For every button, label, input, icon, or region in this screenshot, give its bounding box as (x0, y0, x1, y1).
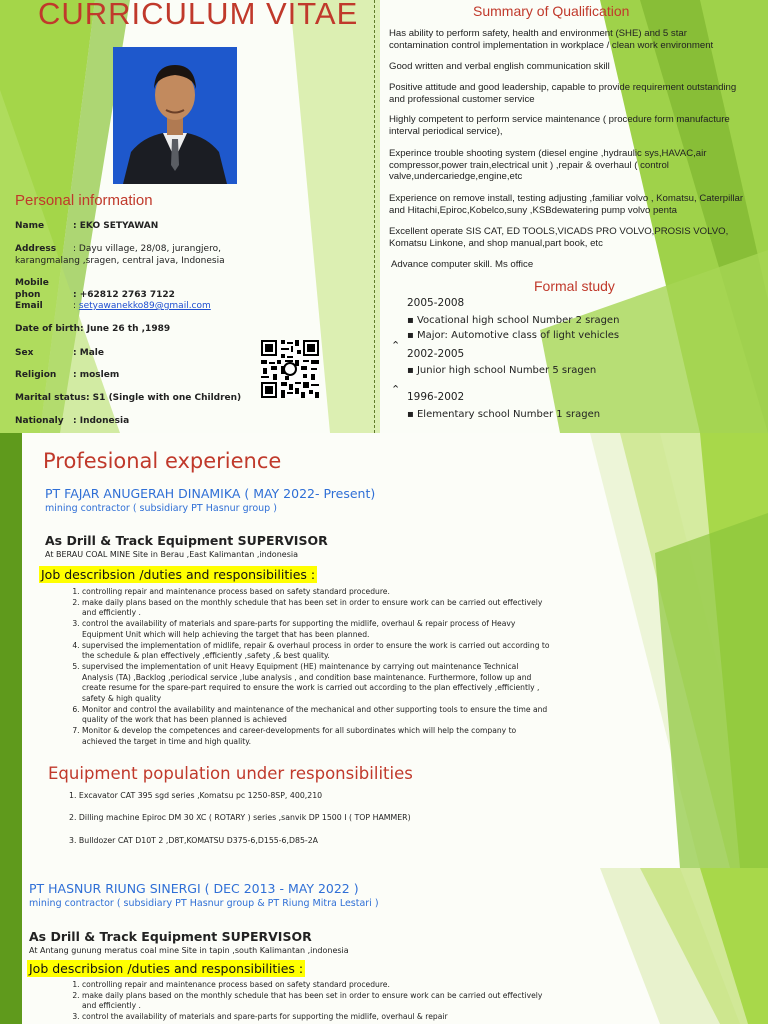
study-item: ▪ Vocational high school Number 2 sragen (407, 315, 620, 326)
job-site: At Antang gunung meratus coal mine Site in tapin ,south Kalimantan ,indonesia (29, 946, 349, 955)
duties-heading: Job describsion /duties and responsibilities : (41, 567, 316, 582)
religion-row: Religion : moslem (15, 370, 120, 380)
email-row: Email : setyawanekko89@gmail.com (15, 301, 211, 311)
dob-row: Date of birth: June 26 th ,1989 (15, 324, 171, 334)
duty-item: 1. controlling repair and maintenance process based on safety standard procedure. (82, 587, 552, 598)
formal-study-heading: Formal study (534, 278, 615, 294)
duties-list (0, 587, 552, 748)
duty-item: 2. make daily plans based on the monthly schedule that has been set in order to ensure work can be carried out effectively and efficiently . (82, 598, 552, 619)
study-item: ▪ Elementary school Number 1 sragen (407, 409, 601, 420)
summary-item: Good written and verbal english communication skill (389, 61, 610, 72)
study-item: ▪ Junior high school Number 5 sragen (407, 365, 597, 376)
summary-item: Has ability to perform safety, health and environment (SHE) and 5 star contamination control implementation in workplace / clean work environment (389, 28, 714, 51)
study-item: ▪ Major: Automotive class of light vehicles (407, 330, 620, 341)
address-row: Address : Dayu village, 28/08, jurangjero, karangmalang ,sragen, central java, Indonesia (15, 244, 225, 266)
equipment-item: 1. Excavator CAT 395 sgd series ,Komatsu pc 1250-8SP, 400,210 (69, 791, 323, 800)
study-years: 2005-2008 (407, 297, 465, 309)
equipment-item: 3. Bulldozer CAT D10T 2 ,D8T,KOMATSU D375-6,D155-6,D85-2A (69, 836, 319, 845)
cv-summary-slide (0, 0, 768, 433)
personal-info-heading: Personal information (15, 192, 153, 209)
duty-item: 1. controlling repair and maintenance process based on safety standard procedure. (82, 980, 552, 991)
experience-heading: Profesional experience (43, 449, 282, 473)
duty-item: 3. control the availability of materials and spare-parts for supporting the midlife, overhaul & repair (82, 1012, 552, 1023)
duties-list (0, 980, 552, 1023)
chevron-up-icon: ⌃ (391, 384, 401, 396)
summary-item: Experience on remove install, testing adjusting ,familiar volvo , Komatsu, Caterpillar and Hitachi,Epiroc,Kobelco,suny ,KSBdewatering pump volvo penta (389, 193, 744, 216)
summary-item: Highly competent to perform service maintenance ( procedure form manufacture interval periodical service), (389, 114, 730, 137)
duty-item: 7. Monitor & develop the competences and career-developments for all subordinates which will help the company to achieved the target in time and high quality. (82, 726, 552, 747)
duty-item: 2. make daily plans based on the monthly schedule that has been set in order to ensure work can be carried out effectively and efficiently . (82, 991, 552, 1012)
sex-row: Sex : Male (15, 348, 104, 358)
summary-item: Advance computer skill. Ms office (391, 259, 534, 270)
company-subtitle: mining contractor ( subsidiary PT Hasnur group ) (45, 503, 277, 514)
study-years: 2002-2005 (407, 348, 465, 360)
company-subtitle: mining contractor ( subsidiary PT Hasnur group & PT Riung Mitra Lestari ) (29, 898, 379, 909)
duty-item: 4. supervised the implementation of midlife, repair & overhaul process in order to ensure the work is carried out according to the schedule & plan effectively ,efficiently ,safety ,& best quality. (82, 641, 552, 662)
equipment-heading: Equipment population under responsibilities (48, 764, 413, 783)
profile-photo (113, 47, 237, 184)
qr-code-icon (261, 340, 319, 403)
summary-heading: Summary of Qualification (473, 3, 630, 19)
study-years: 1996-2002 (407, 391, 465, 403)
nationality-row: Nationaly : Indonesia (15, 416, 130, 426)
duty-item: 3. control the availability of materials and spare-parts for supporting the midlife, overhaul & repair process of Heavy Equipment Unit which will help achieving the target that has been planned. (82, 619, 552, 640)
name-row: Name : EKO SETYAWAN (15, 221, 159, 231)
cv-title: CURRICULUM VITAE (38, 0, 359, 31)
email-link[interactable]: setyawanekko89@gmail.com (78, 301, 211, 311)
chevron-up-icon: ⌃ (391, 340, 401, 352)
experience-slide-2 (0, 868, 768, 1024)
summary-item: Positive attitude and good leadership, capable to provide requirement outstanding and professional customer service (389, 82, 737, 105)
job-role: As Drill & Track Equipment SUPERVISOR (29, 929, 312, 944)
column-divider (374, 0, 375, 433)
job-site: At BERAU COAL MINE Site in Berau ,East Kalimantan ,indonesia (45, 550, 298, 559)
mobile-row: Mobile phon : +62812 2763 7122 (15, 278, 175, 300)
duty-item: 6. Monitor and control the availability and maintenance of the mechanical and other supporting tools to ensure the time and quality of the work that has been planned is achieved (82, 705, 552, 726)
company-name: PT HASNUR RIUNG SINERGI ( DEC 2013 - MAY 2022 ) (29, 881, 359, 896)
experience-slide (0, 433, 768, 868)
equipment-item: 2. Dilling machine Epiroc DM 30 XC ( ROTARY ) series ,sanvik DP 1500 I ( TOP HAMMER) (69, 813, 411, 822)
duty-item: 5. supervised the implementation of unit Heavy Equipment (HE) maintenance by carrying out maintenance Technical Analysis (TA) ,Backlog ,periodical service ,lube analysis , and condition base maintenance. Furthermore, follow up and create resume for the spare-part required to ensure the work is carried out according to the plan effectively ,efficiently , safety & high quality (82, 662, 552, 705)
summary-item: Experince trouble shooting system (diesel engine ,hydraulic sys,HAVAC,air compressor,power train,electrical unit ) ,repair & overhaul ( control valve,undercariedge,engine,etc (389, 148, 707, 182)
marital-row: Marital status: S1 (Single with one Children) (15, 393, 242, 403)
company-name: PT FAJAR ANUGERAH DINAMIKA ( MAY 2022- Present) (45, 486, 376, 501)
duties-heading: Job describsion /duties and responsibilities : (29, 961, 304, 976)
summary-item: Excellent operate SIS CAT, ED TOOLS,VICADS PRO VOLVO,PROSIS VOLVO, Komatsu Linkone, and shop manual,part book, etc (389, 226, 729, 249)
job-role: As Drill & Track Equipment SUPERVISOR (45, 533, 328, 548)
